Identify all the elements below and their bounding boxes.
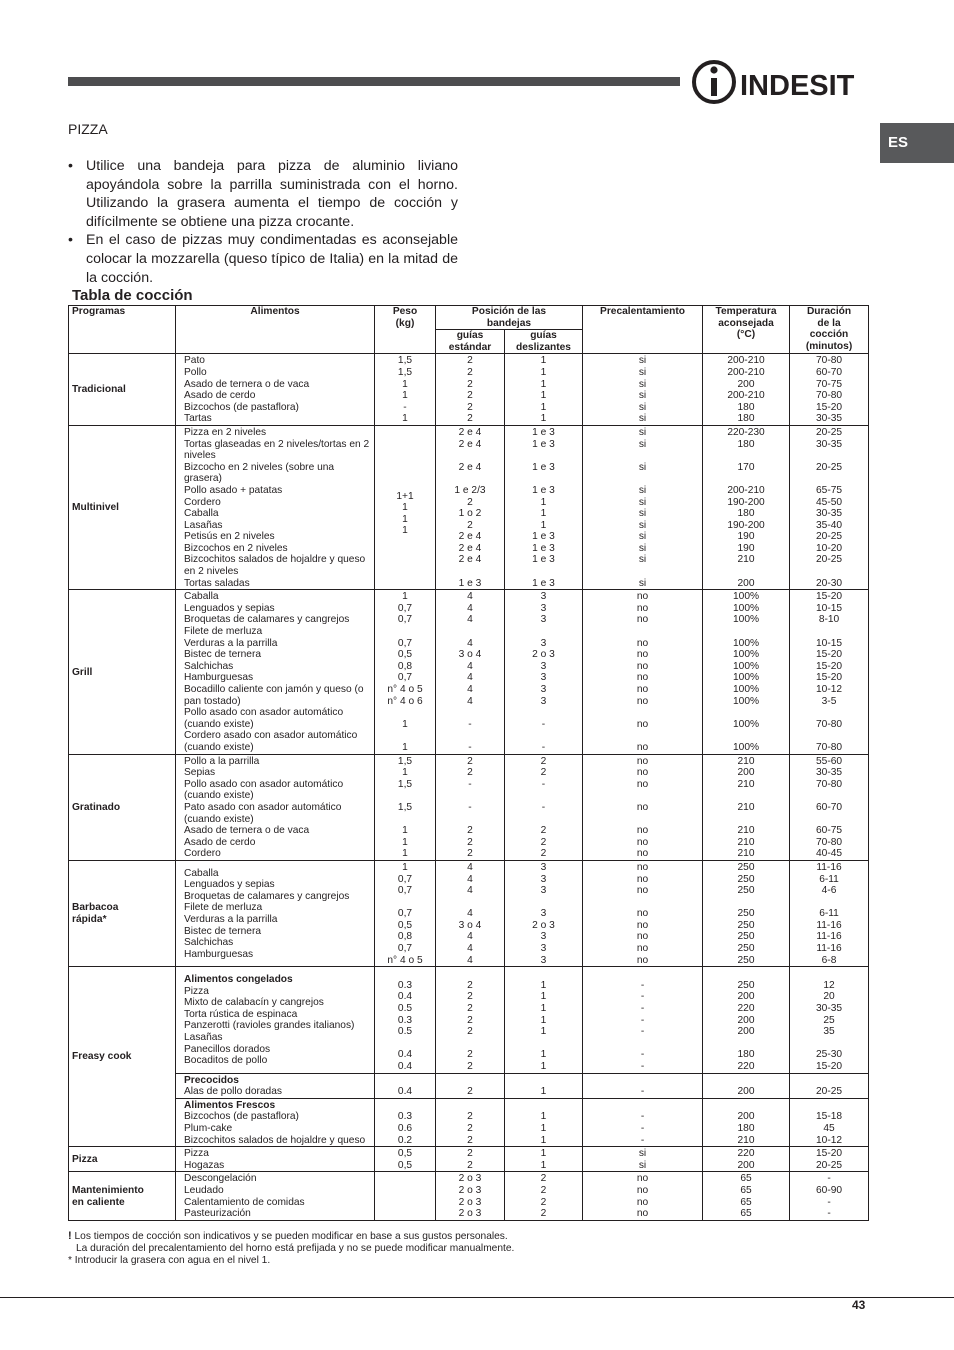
header-alimentos: Alimentos xyxy=(176,306,375,354)
table-body xyxy=(69,354,869,1220)
precalentamiento-cell: no no no no no no no xyxy=(583,754,703,860)
precalentamiento-cell: no no no no no no no no no no no xyxy=(583,590,703,754)
food-list: Pizza Mixto de calabacín y cangrejos Torta rústica de espinaca Panzerotti (ravioles grandes italianos) Lasañas Panecillos dorados Bocaditos de pollo xyxy=(184,985,355,1067)
food-cell xyxy=(176,354,375,426)
table-row xyxy=(69,590,869,754)
precalentamiento-cell: si si xyxy=(583,1147,703,1172)
food-subheading: Alimentos congelados xyxy=(184,974,293,986)
footnote-line xyxy=(68,1230,514,1243)
food-cell xyxy=(176,425,375,589)
warning-mark: ! xyxy=(68,1230,72,1242)
header-programas: Programas xyxy=(69,306,176,354)
header-duracion: Duración de la cocción (minutos) xyxy=(790,306,869,354)
food-cell xyxy=(176,860,375,966)
table-row xyxy=(69,1098,869,1146)
temperatura-cell: 220 200 xyxy=(703,1147,790,1172)
bullet-list xyxy=(68,157,458,287)
table-row xyxy=(69,1147,869,1172)
indesit-logo xyxy=(692,58,872,106)
header-precalentamiento: Precalentamiento xyxy=(583,306,703,354)
guias-deslizantes-cell: 2 2 2 2 xyxy=(505,1172,583,1220)
guias-deslizantes-cell: 1 e 3 1 e 3 1 e 3 1 e 3 1 1 1 1 e 3 1 e 3 1 e 3 1 e 3 xyxy=(505,425,583,589)
guias-estandar-cell: 2 e 4 2 e 4 2 e 4 1 e 2/3 2 1 o 2 2 2 e 4 2 e 4 2 e 4 1 e 3 xyxy=(436,425,505,589)
guias-estandar-cell: 4 4 4 4 3 o 4 4 4 4 xyxy=(436,860,505,966)
guias-estandar-cell: 2 2 xyxy=(436,1147,505,1172)
weight-cell: 0,5 0,5 xyxy=(375,1147,436,1172)
guias-estandar-cell: 2 2 - - 2 2 2 xyxy=(436,754,505,860)
weight-cell: 0.4 xyxy=(375,1073,436,1098)
footnote-text: Los tiempos de cocción son indicativos y se pueden modificar en base a sus gustos personales. xyxy=(74,1231,508,1242)
duracion-cell: 70-80 60-70 70-75 70-80 15-20 30-35 xyxy=(790,354,869,426)
guias-estandar-cell: 2 xyxy=(436,1073,505,1098)
guias-deslizantes-cell: 3 3 3 3 2 o 3 3 3 3 xyxy=(505,860,583,966)
temperatura-cell: 200-210 200-210 200 200-210 180 180 xyxy=(703,354,790,426)
footnote-line: La duración del precalentamiento del horno está prefijada y no se puede modificar manualmente. xyxy=(76,1243,515,1255)
header-peso: Peso (kg) xyxy=(375,306,436,354)
guias-estandar-cell: 2 o 3 2 o 3 2 o 3 2 o 3 xyxy=(436,1172,505,1220)
guias-deslizantes-cell: 3 3 3 3 2 o 3 3 3 3 3 - - xyxy=(505,590,583,754)
food-cell xyxy=(176,1172,375,1220)
food-subheading: Alimentos Frescos xyxy=(184,1099,276,1111)
food-list: Caballa Lenguados y sepias Broquetas de calamares y cangrejos Filete de merluza Verduras a la parrilla Bistec de ternera Salchichas Hamburguesas xyxy=(184,867,350,960)
program-cell: Multinivel xyxy=(69,425,176,589)
weight-cell: 1+1 1 1 1 xyxy=(375,425,436,589)
temperatura-cell: 65 65 65 65 xyxy=(703,1172,790,1220)
guias-deslizantes-cell: 1 1 1 1 1 1 1 xyxy=(505,967,583,1073)
table-row xyxy=(69,425,869,589)
guias-deslizantes-cell: 1 1 1 xyxy=(505,1098,583,1146)
footer-rule xyxy=(0,1297,954,1298)
temperatura-cell: 250 250 250 250 250 250 250 250 xyxy=(703,860,790,966)
food-cell xyxy=(176,1098,375,1146)
language-tab: ES xyxy=(880,123,954,163)
table-row xyxy=(69,1073,869,1098)
guias-deslizantes-cell: 1 1 1 1 1 1 xyxy=(505,354,583,426)
guias-estandar-cell: 2 2 2 xyxy=(436,1098,505,1146)
guias-estandar-cell: 2 2 2 2 2 2 2 xyxy=(436,967,505,1073)
precalentamiento-cell: - - - - - - - xyxy=(583,967,703,1073)
food-cell xyxy=(176,1073,375,1098)
food-cell xyxy=(176,1147,375,1172)
program-cell: Freasy cook xyxy=(69,967,176,1147)
duracion-cell: 15-20 10-15 8-10 10-15 15-20 15-20 15-20 10-12 3-5 70-80 70-80 xyxy=(790,590,869,754)
guias-estandar-cell: 4 4 4 4 3 o 4 4 4 4 4 - - xyxy=(436,590,505,754)
weight-cell: 1,5 1,5 1 1 - 1 xyxy=(375,354,436,426)
precalentamiento-cell: no no no no no no no no xyxy=(583,860,703,966)
weight-cell: 0.3 0.6 0.2 xyxy=(375,1098,436,1146)
page-number: 43 xyxy=(852,1298,866,1312)
weight-cell xyxy=(375,1172,436,1220)
duracion-cell: 11-16 6-11 4-6 6-11 11-16 11-16 11-16 6-8 xyxy=(790,860,869,966)
bullet-item: • Utilice una bandeja para pizza de aluminio liviano apoyándola sobre la parrilla suministrada con el horno. Utilizando la grasera aumenta el tiempo de cocción y difícilmente se obtiene una pizza crocante. xyxy=(68,157,458,231)
temperatura-cell: 220-230 180 170 200-210 190-200 180 190-200 190 190 210 200 xyxy=(703,425,790,589)
weight-cell: 1 0,7 0,7 0,7 0,5 0,8 0,7 n° 4 o 5 n° 4 o 6 1 1 xyxy=(375,590,436,754)
header-temperatura: Temperatura aconsejada (°C) xyxy=(703,306,790,354)
table-title: Tabla de cocción xyxy=(72,287,193,304)
program-cell: Mantenimiento en caliente xyxy=(69,1172,176,1220)
table-row xyxy=(69,354,869,426)
duracion-cell: 15-18 45 10-12 xyxy=(790,1098,869,1146)
guias-estandar-cell: 2 2 2 2 2 2 xyxy=(436,354,505,426)
weight-cell: 1,5 1 1,5 1,5 1 1 1 xyxy=(375,754,436,860)
food-cell xyxy=(176,754,375,860)
food-list: Pizza en 2 niveles Tortas glaseadas en 2 niveles/tortas en 2 niveles Bizcocho en 2 niveles (sobre una grasera) Pollo asado + patatas Cordero Caballa Lasañas Petisús en 2 niveles Bizcochos en 2 niveles Bizcochitos salados de hojaldre y queso en 2 niveles Tortas saladas xyxy=(184,426,370,589)
program-cell: Pizza xyxy=(69,1147,176,1172)
food-list: Descongelación Leudado Calentamiento de comidas Pasteurización xyxy=(184,1173,305,1220)
temperatura-cell: 250 200 220 200 200 180 220 xyxy=(703,967,790,1073)
food-list: Caballa Lenguados y sepias Broquetas de calamares y cangrejos Filete de merluza Verduras a la parrilla Bistec de ternera Salchichas Hamburguesas Bocadillo caliente con jamón y queso (o pan tostado) Pollo asado con asador automático (cuando existe) Cordero asado con asador automático (cuando existe) xyxy=(184,591,364,753)
guias-deslizantes-cell: 1 xyxy=(505,1073,583,1098)
footnote-line: * Introducir la grasera con agua en el nivel 1. xyxy=(68,1255,271,1267)
duracion-cell: 20-25 xyxy=(790,1073,869,1098)
header-guias-deslizantes: guías deslizantes xyxy=(505,330,583,354)
brand-wordmark: INDESIT xyxy=(740,70,855,102)
table-row xyxy=(69,754,869,860)
food-cell xyxy=(176,590,375,754)
food-list: Alas de pollo doradas xyxy=(184,1086,282,1098)
program-cell: Tradicional xyxy=(69,354,176,426)
temperatura-cell: 200 180 210 xyxy=(703,1098,790,1146)
precalentamiento-cell: si si si si si si si si si si si xyxy=(583,425,703,589)
food-list: Bizcochos (de pastaflora) Plum-cake Bizcochitos salados de hojaldre y queso xyxy=(184,1111,366,1146)
program-cell: Barbacoa rápida* xyxy=(69,860,176,966)
food-cell xyxy=(176,967,375,1073)
table-row xyxy=(69,967,869,1073)
temperatura-cell: 210 200 210 210 210 210 210 xyxy=(703,754,790,860)
food-subheading: Precocidos xyxy=(184,1074,239,1086)
food-list: Pizza Hogazas xyxy=(184,1148,225,1171)
section-title: PIZZA xyxy=(68,121,108,137)
duracion-cell: 55-60 30-35 70-80 60-70 60-75 70-80 40-45 xyxy=(790,754,869,860)
cooking-table xyxy=(68,305,869,1221)
bullet-item: • En el caso de pizzas muy condimentadas es aconsejable colocar la mozzarella (queso típico de Italia) en la mitad de la cocción. xyxy=(68,231,458,287)
header-bar xyxy=(68,77,680,86)
header-guias-estandar: guías estándar xyxy=(436,330,505,354)
food-list: Pato Pollo Asado de ternera o de vaca Asado de cerdo Bizcochos (de pastaflora) Tartas xyxy=(184,355,310,425)
header-posicion: Posición de las bandejas xyxy=(436,306,583,330)
duracion-cell: 12 20 30-35 25 35 25-30 15-20 xyxy=(790,967,869,1073)
temperatura-cell: 200 xyxy=(703,1073,790,1098)
table-row xyxy=(69,1172,869,1220)
guias-deslizantes-cell: 2 2 - - 2 2 2 xyxy=(505,754,583,860)
temperatura-cell: 100% 100% 100% 100% 100% 100% 100% 100% 100% 100% 100% xyxy=(703,590,790,754)
precalentamiento-cell: - xyxy=(583,1073,703,1098)
precalentamiento-cell: no no no no xyxy=(583,1172,703,1220)
table-row xyxy=(69,860,869,966)
food-list: Pollo a la parrilla Sepias Pollo asado con asador automático (cuando existe) Pato asado con asador automático (cuando existe) Asado de ternera o de vaca Asado de cerdo Cordero xyxy=(184,755,344,860)
precalentamiento-cell: - - - xyxy=(583,1098,703,1146)
duracion-cell: 20-25 30-35 20-25 65-75 45-50 30-35 35-40 20-25 10-20 20-25 20-30 xyxy=(790,425,869,589)
duracion-cell: 15-20 20-25 xyxy=(790,1147,869,1172)
guias-deslizantes-cell: 1 1 xyxy=(505,1147,583,1172)
weight-cell: 0.3 0.4 0.5 0.3 0.5 0.4 0.4 xyxy=(375,967,436,1073)
program-cell: Gratinado xyxy=(69,754,176,860)
program-cell: Grill xyxy=(69,590,176,754)
duracion-cell: - 60-90 - - xyxy=(790,1172,869,1220)
weight-cell: 1 0,7 0,7 0,7 0,5 0,8 0,7 n° 4 o 5 xyxy=(375,860,436,966)
precalentamiento-cell: si si si si si si xyxy=(583,354,703,426)
footnotes xyxy=(68,1230,514,1268)
